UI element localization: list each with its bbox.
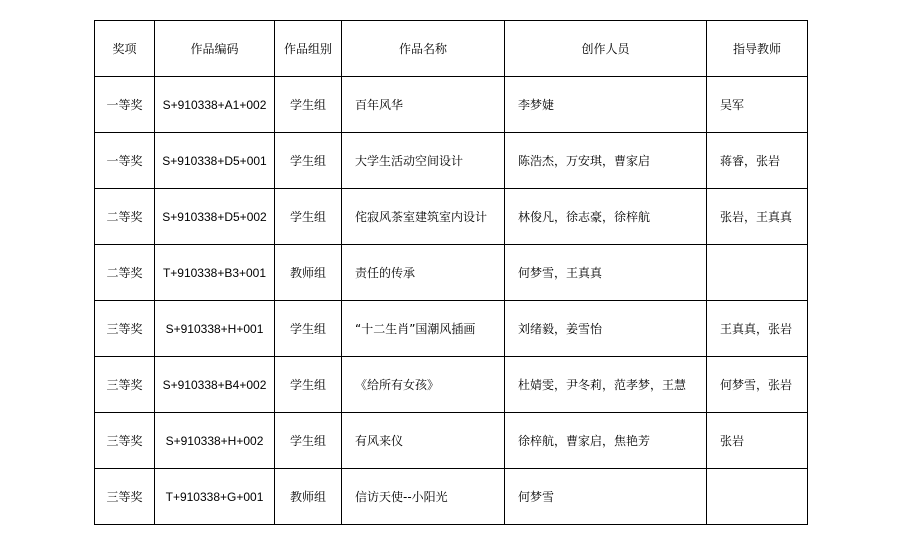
group-cell: 学生组 xyxy=(275,301,342,357)
creators-cell: 徐梓航，曹家启，焦艳芳 xyxy=(505,413,707,469)
table-row xyxy=(95,133,808,189)
header-advisor: 指导教师 xyxy=(707,21,808,77)
header-code: 作品编码 xyxy=(155,21,275,77)
award-cell: 三等奖 xyxy=(95,357,155,413)
code-cell: S+910338+B4+002 xyxy=(155,357,275,413)
awards-table xyxy=(94,20,808,525)
group-cell: 学生组 xyxy=(275,357,342,413)
code-cell: S+910338+D5+002 xyxy=(155,189,275,245)
creators-cell: 刘绪毅，姜雪怡 xyxy=(505,301,707,357)
code-cell: S+910338+H+001 xyxy=(155,301,275,357)
table-row xyxy=(95,357,808,413)
award-cell: 三等奖 xyxy=(95,469,155,525)
group-cell: 教师组 xyxy=(275,469,342,525)
header-award: 奖项 xyxy=(95,21,155,77)
work-name-cell: 百年风华 xyxy=(342,77,505,133)
work-name-cell: 责任的传承 xyxy=(342,245,505,301)
advisor-cell: 何梦雪，张岩 xyxy=(707,357,808,413)
creators-cell: 何梦雪 xyxy=(505,469,707,525)
advisor-cell: 吴军 xyxy=(707,77,808,133)
creators-cell: 李梦婕 xyxy=(505,77,707,133)
header-row xyxy=(95,21,808,77)
award-cell: 二等奖 xyxy=(95,245,155,301)
group-cell: 学生组 xyxy=(275,189,342,245)
table-body xyxy=(95,77,808,525)
advisor-cell: 王真真，张岩 xyxy=(707,301,808,357)
award-cell: 一等奖 xyxy=(95,77,155,133)
header-work-name: 作品名称 xyxy=(342,21,505,77)
code-cell: S+910338+H+002 xyxy=(155,413,275,469)
advisor-cell: 蒋睿，张岩 xyxy=(707,133,808,189)
table-row xyxy=(95,413,808,469)
work-name-cell: 大学生活动空间设计 xyxy=(342,133,505,189)
table-row xyxy=(95,189,808,245)
group-cell: 教师组 xyxy=(275,245,342,301)
creators-cell: 何梦雪，王真真 xyxy=(505,245,707,301)
award-cell: 三等奖 xyxy=(95,301,155,357)
code-cell: S+910338+D5+001 xyxy=(155,133,275,189)
table-row xyxy=(95,77,808,133)
work-name-cell: “十二生肖”国潮风插画 xyxy=(342,301,505,357)
award-cell: 三等奖 xyxy=(95,413,155,469)
work-name-cell: 侘寂风茶室建筑室内设计 xyxy=(342,189,505,245)
creators-cell: 陈浩杰，万安琪，曹家启 xyxy=(505,133,707,189)
work-name-cell: 信访天使--小阳光 xyxy=(342,469,505,525)
code-cell: S+910338+A1+002 xyxy=(155,77,275,133)
creators-cell: 杜婧雯，尹冬莉，范孝梦，王慧 xyxy=(505,357,707,413)
award-cell: 一等奖 xyxy=(95,133,155,189)
group-cell: 学生组 xyxy=(275,77,342,133)
table-row xyxy=(95,245,808,301)
code-cell: T+910338+B3+001 xyxy=(155,245,275,301)
advisor-cell xyxy=(707,469,808,525)
advisor-cell xyxy=(707,245,808,301)
award-cell: 二等奖 xyxy=(95,189,155,245)
creators-cell: 林俊凡，徐志豪，徐梓航 xyxy=(505,189,707,245)
advisor-cell: 张岩，王真真 xyxy=(707,189,808,245)
group-cell: 学生组 xyxy=(275,133,342,189)
code-cell: T+910338+G+001 xyxy=(155,469,275,525)
header-creators: 创作人员 xyxy=(505,21,707,77)
advisor-cell: 张岩 xyxy=(707,413,808,469)
work-name-cell: 《给所有女孩》 xyxy=(342,357,505,413)
table-row xyxy=(95,469,808,525)
work-name-cell: 有风来仪 xyxy=(342,413,505,469)
table-row xyxy=(95,301,808,357)
group-cell: 学生组 xyxy=(275,413,342,469)
header-group: 作品组别 xyxy=(275,21,342,77)
